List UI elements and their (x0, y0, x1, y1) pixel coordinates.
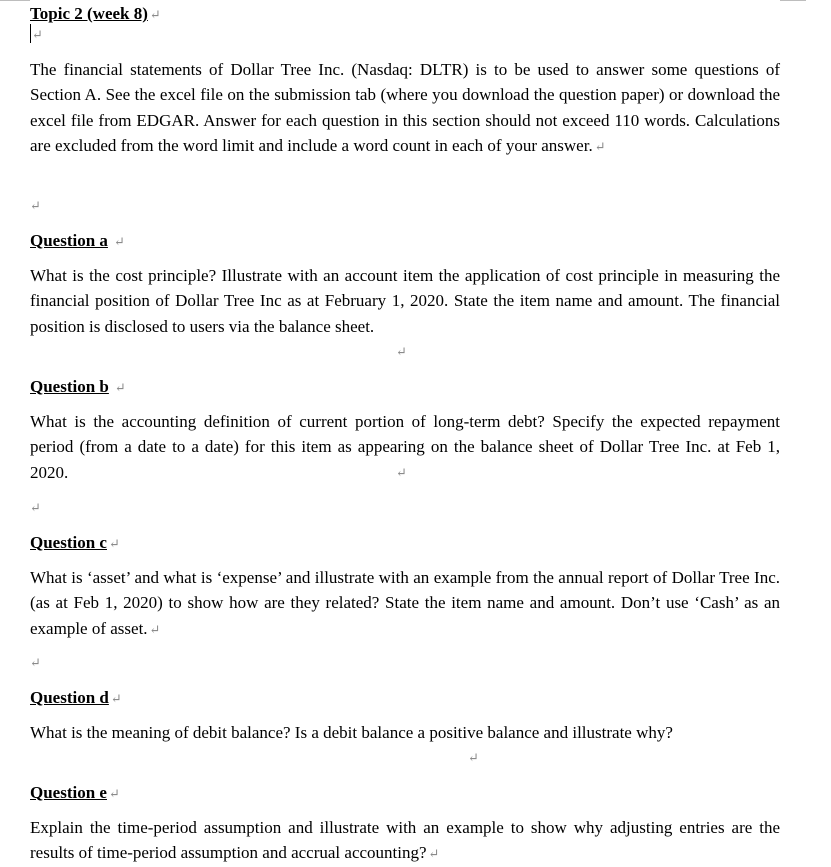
intro-text: The financial statements of Dollar Tree Inc. (Nasdaq: DLTR) is to be used to answer some questions of Section A. See the excel file on the submission tab (where you download the question paper) or download the excel file from EDGAR. Answer for each question in this section should not exceed 110 words. Calculations are excluded from the word limit and include a word count in each of your answer. (30, 60, 780, 155)
paragraph-mark-icon: ↵ (30, 198, 41, 213)
paragraph-mark-icon: ↵ (396, 465, 407, 480)
paragraph-mark-icon: ↵ (108, 536, 120, 551)
paragraph-mark-icon: ↵ (396, 344, 407, 359)
document-title-text: Topic 2 (week 8) (30, 4, 148, 23)
page-corner-mark-left (0, 0, 30, 1)
question-heading-text: Question e (30, 783, 107, 802)
paragraph-mark-icon: ↵ (32, 27, 43, 42)
paragraph-mark-icon: ↵ (30, 655, 41, 670)
paragraph-mark-icon: ↵ (149, 7, 161, 22)
paragraph-mark-icon: ↵ (594, 138, 606, 154)
question-e-heading[interactable] (30, 782, 780, 805)
question-body-text: What is the cost principle? Illustrate with an account item the application of cost principle in measuring the financial position of Dollar Tree Inc as at February 1, 2020. State the item name and amount. The financial position is disclosed to users via the balance sheet. (30, 266, 780, 336)
question-c-heading[interactable] (30, 532, 780, 555)
question-body-text: What is the meaning of debit balance? Is a debit balance a positive balance and illustrate why? (30, 723, 673, 742)
question-d-heading[interactable] (30, 687, 780, 710)
paragraph-mark-icon: ↵ (149, 621, 161, 637)
paragraph-mark-icon: ↵ (468, 750, 479, 765)
question-d-text[interactable] (30, 720, 780, 745)
page-corner-mark-right (780, 0, 806, 1)
question-body-text: Explain the time-period assumption and illustrate with an example to show why adjusting entries are the results of time-period assumption and accrual accounting? (30, 818, 780, 863)
question-body-text: What is ‘asset’ and what is ‘expense’ and illustrate with an example from the annual report of Dollar Tree Inc. (as at Feb 1, 2020) to show how are they related? State the item name and amount. Don’t use ‘Cash’ as an example of asset. (30, 568, 780, 638)
question-heading-text: Question d (30, 688, 109, 707)
question-e-text[interactable] (30, 815, 780, 867)
question-b-heading[interactable] (30, 376, 780, 399)
paragraph-mark-icon: ↵ (428, 846, 440, 862)
question-heading-text: Question b (30, 377, 109, 396)
intro-paragraph[interactable] (30, 57, 780, 159)
question-heading-text: Question a (30, 231, 108, 250)
text-cursor (30, 24, 31, 43)
paragraph-mark-icon: ↵ (108, 786, 120, 801)
paragraph-mark-icon: ↵ (113, 234, 125, 249)
paragraph-mark-icon: ↵ (110, 691, 122, 706)
question-heading-text: Question c (30, 533, 107, 552)
question-a-heading[interactable] (30, 230, 780, 253)
question-c-text[interactable] (30, 565, 780, 642)
question-body-text: What is the accounting definition of current portion of long-term debt? Specify the expected repayment period (from a date to a date) for this item as appearing on the balance sheet of Dollar Tree Inc. at Feb 1, 2020. (30, 412, 780, 482)
document-title[interactable] (30, 3, 780, 26)
paragraph-mark-icon: ↵ (114, 380, 126, 395)
question-a-text[interactable] (30, 263, 780, 339)
paragraph-mark-icon: ↵ (30, 500, 41, 515)
